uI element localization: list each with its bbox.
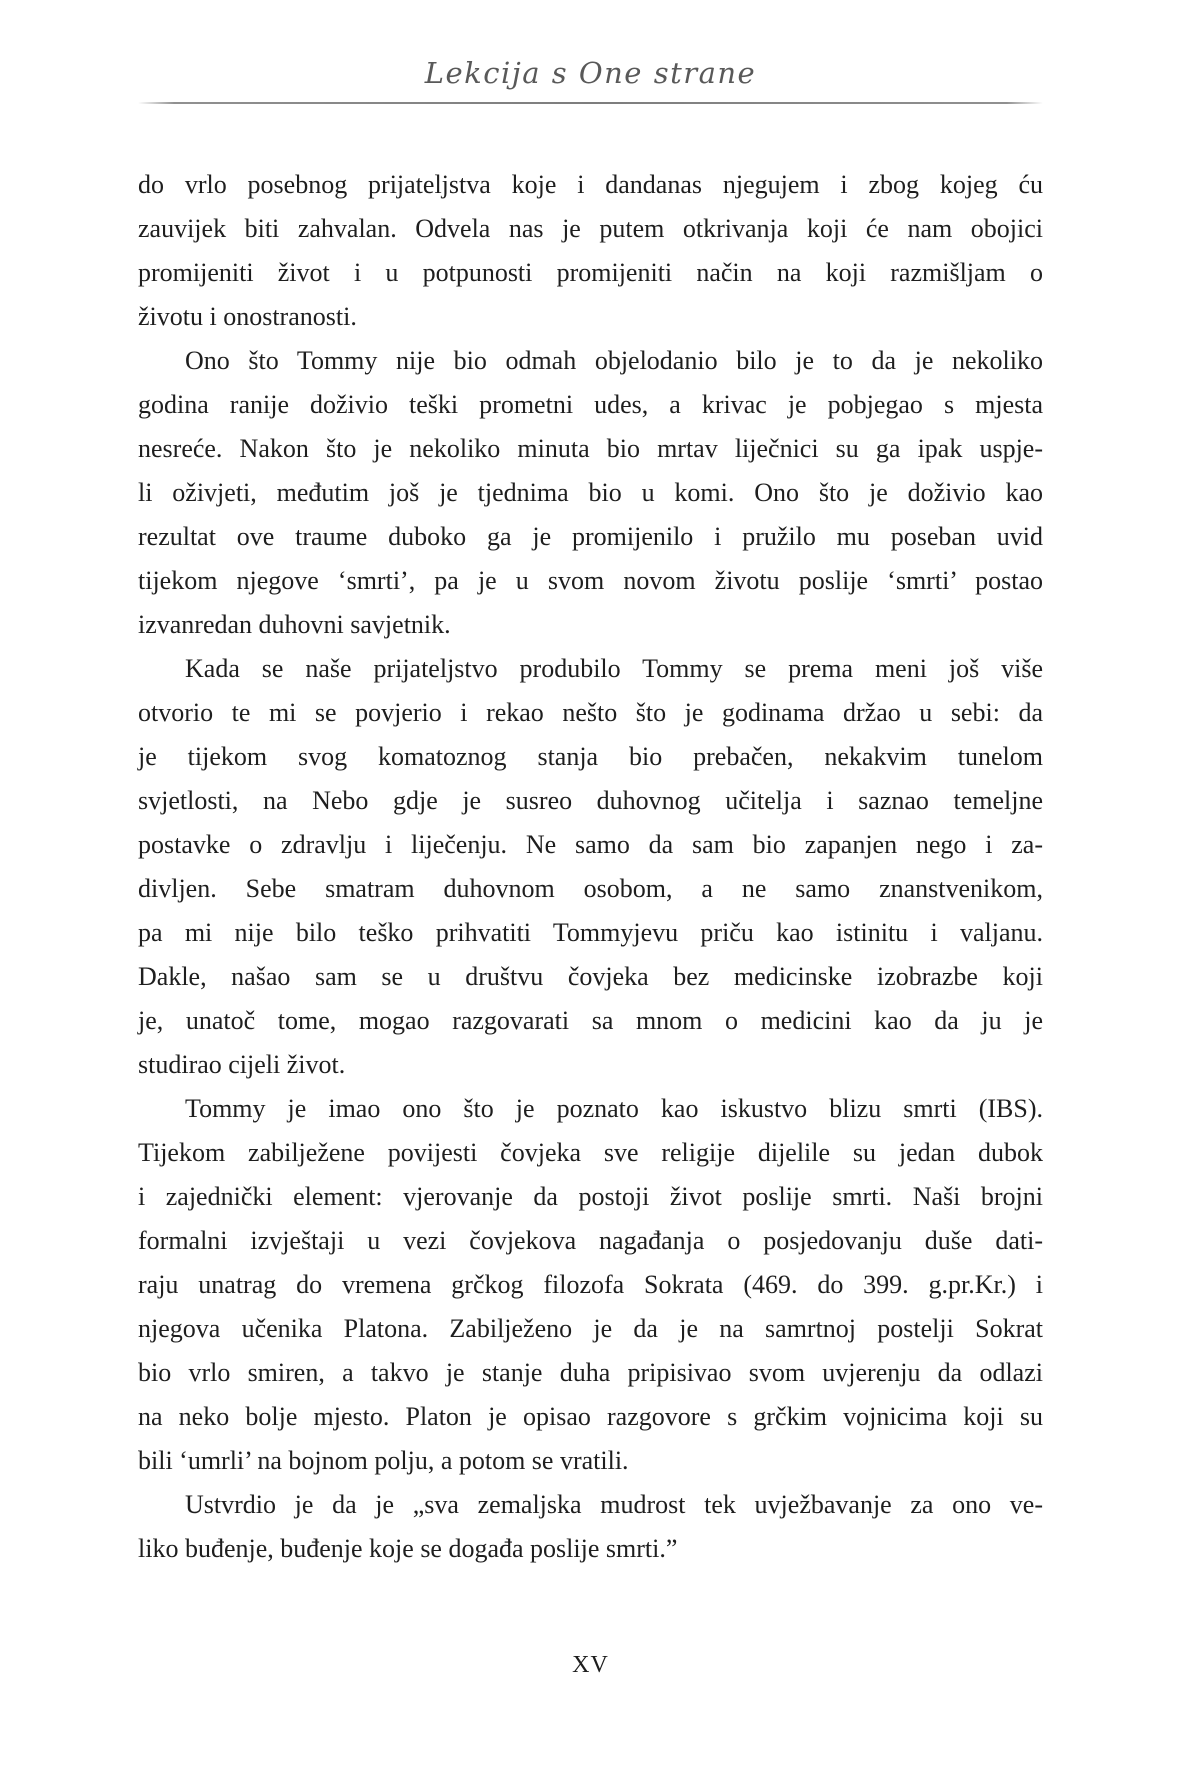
body-text [138, 163, 1043, 1571]
text-line: promijeniti život i u potpunosti promijeniti način na koji razmišljam o [138, 258, 1043, 287]
text-line: bili ‘umrli’ na bojnom polju, a potom se vratili. [138, 1446, 629, 1475]
text-line: pa mi nije bilo teško prihvatiti Tommyjevu priču kao istinitu i valjanu. [138, 918, 1043, 947]
text-line: Tijekom zabilježene povijesti čovjeka sve religije dijelile su jedan dubok [138, 1138, 1043, 1167]
text-line: zauvijek biti zahvalan. Odvela nas je putem otkrivanja koji će nam obojici [138, 214, 1043, 243]
text-line: svjetlosti, na Nebo gdje je susreo duhovnog učitelja i saznao temeljne [138, 786, 1043, 815]
text-line: studirao cijeli život. [138, 1050, 346, 1079]
text-line: na neko bolje mjesto. Platon je opisao razgovore s grčkim vojnicima koji su [138, 1402, 1043, 1431]
text-line: divljen. Sebe smatram duhovnom osobom, a ne samo znanstvenikom, [138, 874, 1043, 903]
paragraph [138, 339, 1043, 647]
text-line: životu i onostranosti. [138, 302, 357, 331]
text-line: formalni izvještaji u vezi čovjekova nagađanja o posjedovanju duše dati- [138, 1226, 1043, 1255]
header-rule [138, 102, 1043, 104]
text-line: Kada se naše prijateljstvo produbilo Tommy se prema meni još više [185, 654, 1043, 683]
text-line: Dakle, našao sam se u društvu čovjeka bez medicinske izobrazbe koji [138, 962, 1043, 991]
text-line: li oživjeti, međutim još je tjednima bio u komi. Ono što je doživio kao [138, 478, 1043, 507]
text-line: i zajednički element: vjerovanje da postoji život poslije smrti. Naši brojni [138, 1182, 1043, 1211]
text-line: otvorio te mi se povjerio i rekao nešto što je godinama držao u sebi: da [138, 698, 1043, 727]
paragraph [138, 1483, 1043, 1571]
text-line: rezultat ove traume duboko ga je promijenilo i pružilo mu poseban uvid [138, 522, 1043, 551]
page-number: XV [572, 1652, 609, 1678]
text-line: do vrlo posebnog prijateljstva koje i dandanas njegujem i zbog kojeg ću [138, 170, 1043, 199]
text-line: je tijekom svog komatoznog stanja bio prebačen, nekakvim tunelom [138, 742, 1043, 771]
text-line: njegova učenika Platona. Zabilježeno je da je na samrtnoj postelji Sokrat [138, 1314, 1043, 1343]
paragraph [138, 647, 1043, 1087]
text-line: Tommy je imao ono što je poznato kao iskustvo blizu smrti (IBS). [185, 1094, 1043, 1123]
text-line: tijekom njegove ‘smrti’, pa je u svom novom životu poslije ‘smrti’ postao [138, 566, 1043, 595]
text-line: bio vrlo smiren, a takvo je stanje duha pripisivao svom uvjerenju da odlazi [138, 1358, 1043, 1387]
paragraph [138, 163, 1043, 339]
text-line: Ustvrdio je da je „sva zemaljska mudrost tek uvježbavanje za ono ve- [185, 1490, 1043, 1519]
text-line: izvanredan duhovni savjetnik. [138, 610, 451, 639]
text-line: Ono što Tommy nije bio odmah objelodanio bilo je to da je nekoliko [185, 346, 1043, 375]
paragraph [138, 1087, 1043, 1483]
text-line: raju unatrag do vremena grčkog filozofa Sokrata (469. do 399. g.pr.Kr.) i [138, 1270, 1043, 1299]
text-line: godina ranije doživio teški prometni udes, a krivac je pobjegao s mjesta [138, 390, 1043, 419]
text-line: nesreće. Nakon što je nekoliko minuta bio mrtav liječnici su ga ipak uspje- [138, 434, 1043, 463]
text-line: postavke o zdravlju i liječenju. Ne samo da sam bio zapanjen nego i za- [138, 830, 1043, 859]
text-line: liko buđenje, buđenje koje se događa poslije smrti.” [138, 1534, 678, 1563]
running-header: Lekcija s One strane [424, 56, 757, 90]
text-line: je, unatoč tome, mogao razgovarati sa mnom o medicini kao da ju je [138, 1006, 1043, 1035]
